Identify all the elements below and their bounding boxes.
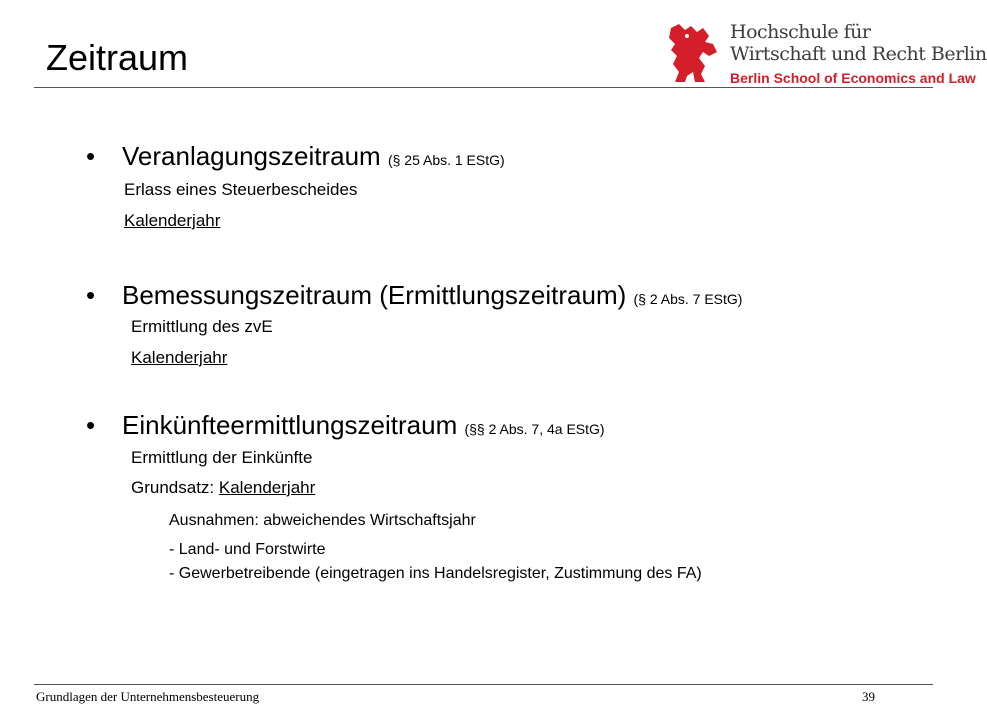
heading-text: Veranlagungszeitraum <box>122 141 388 171</box>
detail-line: Erlass eines Steuerbescheides <box>124 180 358 199</box>
legal-reference: (§ 2 Abs. 7 EStG) <box>633 291 743 307</box>
slide-title: Zeitraum <box>46 37 189 78</box>
principle-label: Grundsatz: <box>131 478 219 497</box>
detail-line: Ermittlung des zvE <box>131 317 273 336</box>
detail-line-underlined: Kalenderjahr <box>131 348 228 367</box>
logo-institution-line2: Wirtschaft und Recht Berlin <box>730 43 987 65</box>
detail-line: Ermittlung der Einkünfte <box>131 448 313 467</box>
section-heading <box>122 410 605 444</box>
legal-reference: (§ 25 Abs. 1 EStG) <box>387 152 505 168</box>
footer-divider <box>34 684 933 685</box>
bullet-point: • <box>86 141 96 171</box>
bullet-point: • <box>86 410 96 440</box>
berlin-bear-icon <box>665 22 721 84</box>
footer-course-title: Grundlagen der Unternehmensbesteuerung <box>36 689 260 704</box>
logo-institution-line1: Hochschule für <box>730 21 871 43</box>
logo-text <box>730 21 987 89</box>
page-number: 39 <box>862 689 875 704</box>
logo-english-name: Berlin School of Economics and Law <box>730 70 976 86</box>
heading-text: Bemessungszeitraum (Ermittlungszeitraum) <box>122 280 634 310</box>
section-heading <box>122 141 505 175</box>
principle-value: Kalenderjahr <box>218 478 316 497</box>
heading-text: Einkünfteermittlungszeitraum <box>122 410 465 440</box>
legal-reference: (§§ 2 Abs. 7, 4a EStG) <box>464 421 605 437</box>
exception-line: Ausnahmen: abweichendes Wirtschaftsjahr <box>169 512 476 529</box>
exception-line: - Gewerbetreibende (eingetragen ins Handelsregister, Zustimmung des FA) <box>169 565 702 582</box>
bullet-point: • <box>86 280 96 310</box>
section-heading <box>122 280 742 314</box>
detail-line-underlined: Kalenderjahr <box>124 211 221 230</box>
exception-line: - Land- und Forstwirte <box>169 541 326 558</box>
detail-line-principle <box>131 477 315 499</box>
